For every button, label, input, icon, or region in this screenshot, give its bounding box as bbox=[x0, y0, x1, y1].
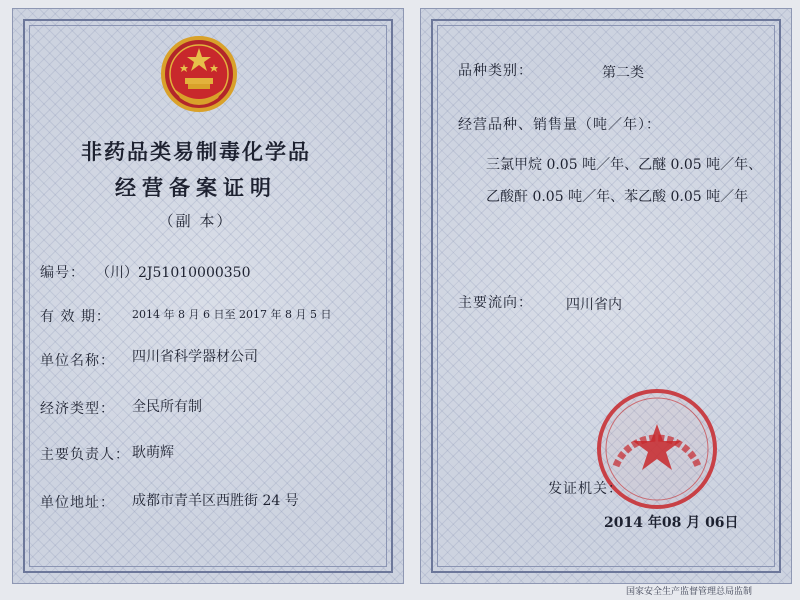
main-flow-value: 四川省内 bbox=[566, 297, 622, 313]
field-value-unit-name: 四川省科学器材公司 bbox=[132, 349, 258, 365]
field-label-address: 单位地址： bbox=[40, 495, 115, 511]
field-label-number: 编号： bbox=[40, 265, 85, 281]
certificate-title-line1: 非药品类易制毒化学品 bbox=[81, 139, 311, 164]
main-flow-label: 主要流向： bbox=[458, 295, 533, 311]
category-label: 品种类别： bbox=[458, 63, 533, 79]
certificate-title-line2: 经营备案证明 bbox=[115, 175, 277, 200]
field-label-unit-name: 单位名称： bbox=[40, 353, 115, 369]
issue-date: 2014 年08 月 06日 bbox=[604, 515, 739, 531]
field-label-principal: 主要负责人： bbox=[40, 447, 130, 463]
varieties-line-1: 三氯甲烷 0.05 吨／年、乙醚 0.05 吨／年、 bbox=[486, 157, 763, 173]
field-value-address: 成都市青羊区西胜街 24 号 bbox=[132, 493, 299, 509]
national-emblem-icon bbox=[158, 34, 240, 116]
field-label-economy-type: 经济类型： bbox=[40, 401, 115, 417]
field-value-number: （川）2J51010000350 bbox=[96, 265, 251, 281]
field-value-principal: 耿萌辉 bbox=[132, 445, 174, 461]
category-value: 第二类 bbox=[602, 65, 644, 81]
varieties-line-2: 乙酸酐 0.05 吨／年、苯乙酸 0.05 吨／年 bbox=[486, 189, 749, 205]
field-value-economy-type: 全民所有制 bbox=[132, 399, 202, 415]
certificate-copy-mark: （副 本） bbox=[158, 212, 234, 230]
issuer-label: 发证机关： bbox=[548, 481, 623, 497]
varieties-label: 经营品种、销售量（吨／年）： bbox=[458, 117, 661, 133]
field-value-validity: 2014 年 8 月 6 日至 2017 年 8 月 5 日 bbox=[132, 308, 332, 321]
footer-supervisor-note: 国家安全生产监督管理总局监制 bbox=[626, 587, 753, 597]
field-label-validity: 有 效 期： bbox=[40, 309, 111, 325]
